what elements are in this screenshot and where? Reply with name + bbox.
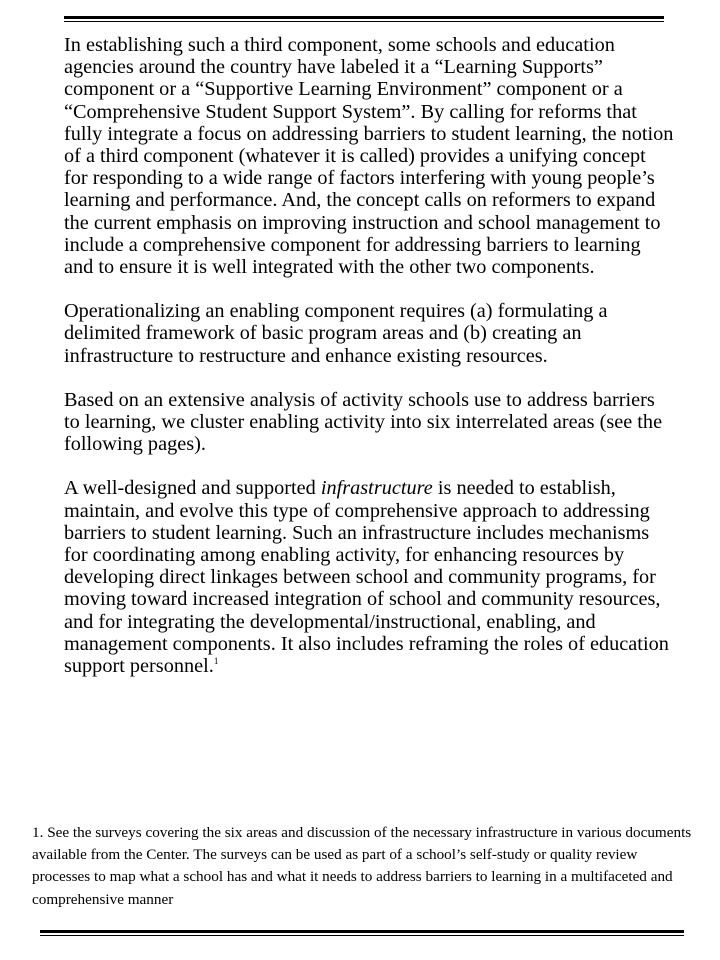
- paragraph-operationalizing: Operationalizing an enabling component requires (a) formulating a delimited framework of basic program areas and (b) creating an infrastructure to restructure and enhance existing resources.: [64, 300, 608, 367]
- infrastructure-emphasis: infrastructure: [320, 477, 433, 500]
- top-rule: [64, 16, 664, 22]
- paragraph-infrastructure: [64, 477, 674, 677]
- footnote: [32, 822, 692, 911]
- paragraph-infrastructure-start: A well-designed and supported: [64, 477, 321, 500]
- main-text: [64, 34, 674, 699]
- paragraph-third-component: In establishing such a third component, some schools and education agencies around the country have labeled it a “Learning Supports” component or a “Supportive Learning Environment” component or a “Comprehensive Student Support System”. By calling for reforms that fully integrate a focus on addressing barriers to student learning, the notion of a third component (whatever it is called) provides a unifying concept for responding to a wide range of factors interfering with young people’s learning and performance. And, the concept calls on reformers to expand the current emphasis on improving instruction and school management to include a comprehensive component for addressing barriers to learning and to ensure it is well integrated with the other two components.: [64, 34, 674, 279]
- paragraph-infrastructure-rest: is needed to establish, maintain, and evolve this type of comprehensive approach to addressing barriers to student learning. Such an infrastructure includes mechanisms for coordinating among enabling activity, for enhancing resources by developing direct linkages between school and community programs, for moving toward increased integration of school and community resources, and for integrating the developmental/instructional, enabling, and management components. It also includes reframing the roles of education support personnel.: [64, 477, 669, 678]
- footnote-reference: 1: [213, 656, 219, 667]
- paragraph-six-areas: Based on an extensive analysis of activity schools use to address barriers to learning, we cluster enabling activity into six interrelated areas (see the following pages).: [64, 388, 663, 456]
- footnote-text: 1. See the surveys covering the six areas and discussion of the necessary infrastructure in various documents available from the Center. The surveys can be used as part of a school’s self-study or quality review processes to map what a school has and what it needs to address barriers to learning in a multifaceted and comprehensive manner: [32, 824, 692, 908]
- bottom-rule: [40, 930, 684, 936]
